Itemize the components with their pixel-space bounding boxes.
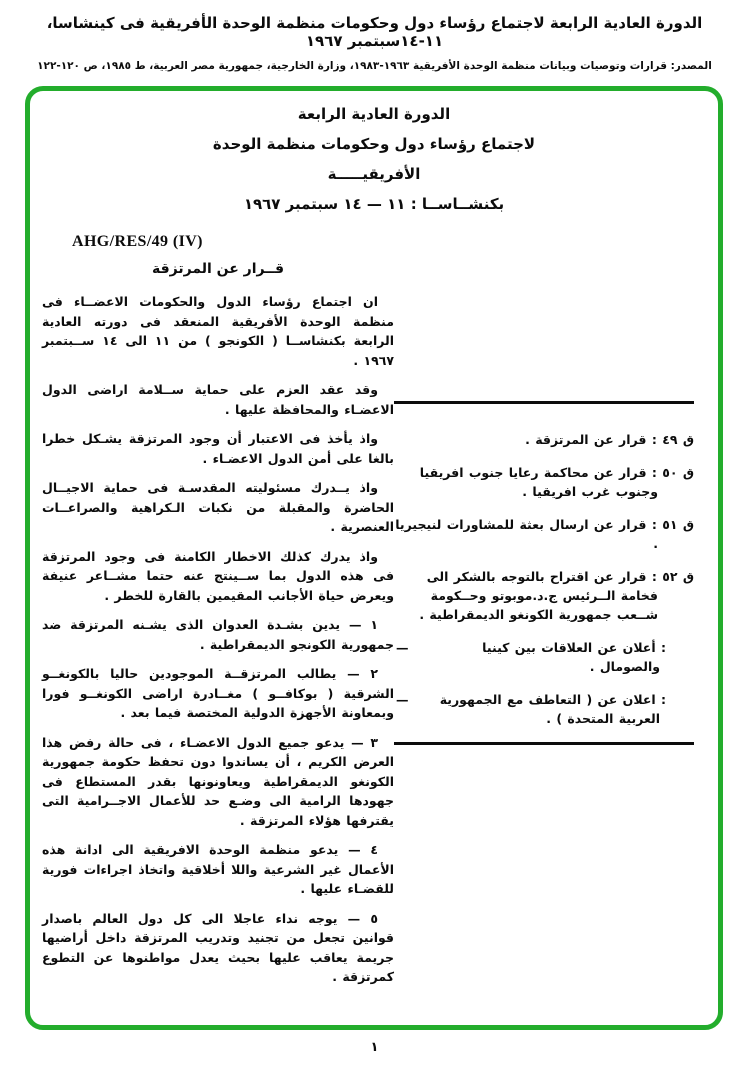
index-item [394, 463, 694, 501]
paragraph-operative-5: ٥ — يوجه نداء عاجلا الى كل دول العالم باصدار قوانين تجعل من تجنيد وتدريب المرتزقة داخل أراضيها جريمة يعاقب عليها بحيث يعدل مواطنوها عن التطوع كمرتزقة . [42, 910, 394, 984]
session-title-line-4: بكنشــاســا : ١١ — ١٤ سبتمبر ١٩٦٧ [243, 195, 505, 213]
index-item-dash: — [396, 640, 409, 655]
index-item [394, 515, 694, 553]
resolution-title: قــرار عن المرتزقة [152, 261, 284, 277]
reference-number: AHG/RES/49 (IV) [72, 233, 203, 250]
session-title [30, 99, 718, 219]
session-header-line: الدورة العادية الرابعة لاجتماع رؤساء دول وحكومات منظمة الوحدة الأفريقية فى كينشاسا، ١١-١٤سبتمبر ١٩٦٧ [46, 14, 703, 50]
paragraph-operative-4: ٤ — يدعو منظمة الوحدة الافريقية الى ادانة هذه الأعمال غير الشرعية واللا أخلاقية واتخاذ اجراءات فورية للقضـاء عليها . [42, 842, 394, 896]
index-item-text: قرار عن المرتزقة . [525, 432, 647, 447]
index-item-text: اعلان عن ( التعاطف مع الجمهورية العربية المتحدة ) . [439, 692, 660, 726]
index-item-dash: — [396, 692, 409, 707]
index-item-sep: : [646, 465, 663, 480]
session-title-line-1: الدورة العادية الرابعة [297, 105, 451, 123]
index-items [394, 404, 694, 728]
index-item-sep: : [655, 692, 666, 707]
paragraph: واذ يأخذ فى الاعتبار أن وجود المرتزقة يشـكل خطرا بالغا على أمن الدول الاعضـاء . [42, 431, 394, 466]
session-title-line-2: لاجتماع رؤساء دول وحكومات منظمة الوحدة [212, 135, 536, 153]
index-item-text: أعلان عن العلاقات بين كينيا والصومال . [482, 640, 660, 674]
paragraph: ان اجتماع رؤساء الدول والحكومات الاعضــاء فى منظمة الوحدة الأفريقية المنعقد فى دورته العادية الرابعة بكنشاســا ( الكونجو ) من ١١ الى ١٤ ســبتمبر ١٩٦٧ . [42, 294, 394, 368]
paragraph: واذ يــدرك مسئوليته المقدسـة فى حماية الاجيــال الحاضرة والمقبلة من نكبات الـكراهية والصراعــات العنصرية . [42, 480, 394, 534]
resolutions-index [394, 401, 694, 745]
session-title-line-3: الأفريقيـــــة [327, 165, 421, 183]
index-divider-bottom [394, 742, 694, 745]
index-item-sep: : [646, 432, 663, 447]
index-item-sep: : [655, 640, 666, 655]
index-item [394, 567, 694, 624]
index-item-label: ق ٥٢ [662, 569, 694, 584]
top-header [0, 14, 749, 72]
index-item-label: ق ٤٩ [662, 432, 694, 447]
index-item [394, 638, 694, 676]
document-frame [25, 86, 723, 1030]
index-item-text: قرار عن ارسال بعثة للمشاورات لنيجيريا . [395, 517, 658, 551]
resolution-body [42, 261, 394, 997]
paragraph-operative-1: ١ — يدين بشـدة العدوان الذى يشـنه المرتزقة ضد جمهورية الكونجو الديمقراطية . [42, 617, 394, 652]
paragraph: واذ يدرك كذلك الاخطار الكامنة فى وجود المرتزقة فى هذه الدول بما ســينتج عنه حتما مشــاعر عنيفة ويعرض حياة الأجانب المقيمين بالقارة للخطر . [42, 548, 394, 603]
paragraph-operative-2: ٢ — يطالب المرتزقــة الموجودين حاليا بالكونغــو الشرقية ( بوكافــو ) مغــادرة اراضى الكونغــو فورا وبمعاونة الأجهزة الدولية المختصة فيما بعد . [42, 666, 394, 720]
source-line: المصدر: قرارات وتوصيات وبيانات منظمة الوحدة الأفريقية ١٩٦٣-١٩٨٣، وزارة الخارجية، جمهورية مصر العربية، ط ١٩٨٥، ص ١٢٠-١٢٢ [37, 60, 712, 72]
index-item-label: ق ٥١ [662, 517, 694, 532]
paragraph: وقد عقد العزم على حماية ســلامة اراضى الدول الاعضـاء والمحافظة عليها . [42, 382, 394, 417]
index-item-sep: : [646, 517, 663, 532]
paragraph-operative-3: ٣ — يدعو جميع الدول الاعضـاء ، فى حالة رفض هذا العرض الكريم ، أن يساندوا دون تحفظ حكومة جمهورية الكونغو الديمقراطية ويعاونونها بقدر المستطاع فى جهودها الرامية الى وضـع حد للأعمال الاجــرامية التى يقترفها هؤلاء المرتزقة . [42, 734, 394, 828]
index-item [394, 690, 694, 728]
index-item-text: قرار عن محاكمة رعايا جنوب افريقيا وجنوب غرب افريقيا . [419, 465, 658, 499]
index-item-text: قرار عن اقتراح بالتوجه بالشكر الى فخامة الــرئيس ج.د.موبوتو وحــكومة شــعب جمهورية الكونغو الديمقراطية . [419, 569, 658, 622]
page-number: ١ [370, 1040, 379, 1055]
index-item-sep: : [646, 569, 663, 584]
index-item-label: ق ٥٠ [662, 465, 694, 480]
index-item [394, 430, 694, 449]
